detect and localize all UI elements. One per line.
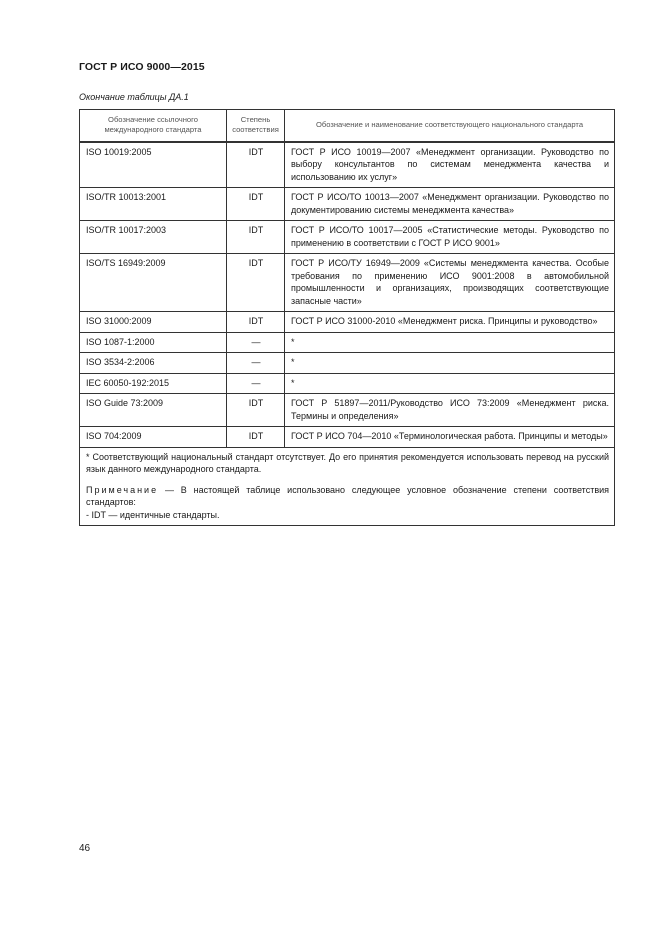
cell-national-standard: *: [285, 353, 615, 374]
cell-degree: —: [227, 353, 285, 374]
column-header-reference: Обозначение ссылочного международного стандарта: [80, 110, 227, 142]
table-footer-row: [80, 447, 615, 526]
cell-reference-standard: ISO 704:2009: [80, 427, 227, 448]
cell-degree: IDT: [227, 427, 285, 448]
table-row: [80, 312, 615, 333]
cell-degree: IDT: [227, 394, 285, 427]
column-header-degree: Степень соответствия: [227, 110, 285, 142]
footnote: * Соответствующий национальный стандарт отсутствует. До его принятия рекомендуется использовать перевод на русский язык данного международного стандарта.: [86, 451, 609, 474]
document-code: ГОСТ Р ИСО 9000—2015: [79, 61, 205, 73]
cell-national-standard: ГОСТ Р ИСО/ТУ 16949—2009 «Системы менеджмента качества. Особые требования по применению ИСО 9001:2008 в автомобильной промышленности и организациях, производящих соответствующие запасные части»: [285, 254, 615, 312]
cell-reference-standard: ISO 3534-2:2006: [80, 353, 227, 374]
table-row: [80, 254, 615, 312]
table-header-row: [80, 110, 615, 142]
cell-reference-standard: ISO/TR 10013:2001: [80, 188, 227, 221]
cell-degree: —: [227, 332, 285, 353]
note-item: - IDT — идентичные стандарты.: [86, 509, 220, 520]
table-row: [80, 427, 615, 448]
page-number: 46: [79, 843, 91, 854]
cell-degree: IDT: [227, 254, 285, 312]
table-footer: [80, 447, 615, 526]
cell-degree: IDT: [227, 312, 285, 333]
table-caption: Окончание таблицы ДА.1: [79, 92, 189, 102]
table-row: [80, 332, 615, 353]
cell-reference-standard: ISO 1087-1:2000: [80, 332, 227, 353]
table-row: [80, 188, 615, 221]
cell-national-standard: ГОСТ Р ИСО 10019—2007 «Менеджмент организации. Руководство по выбору консультантов по системам менеджмента качества и использованию их услуг»: [285, 142, 615, 188]
cell-degree: —: [227, 373, 285, 394]
cell-national-standard: ГОСТ Р ИСО 31000-2010 «Менеджмент риска. Принципы и руководство»: [285, 312, 615, 333]
cell-national-standard: ГОСТ Р ИСО/ТО 10013—2007 «Менеджмент организации. Руководство по документированию системы менеджмента качества»: [285, 188, 615, 221]
table-body: [80, 142, 615, 448]
cell-reference-standard: IEC 60050-192:2015: [80, 373, 227, 394]
table-row: [80, 353, 615, 374]
standards-table: [79, 109, 615, 526]
cell-reference-standard: ISO 10019:2005: [80, 142, 227, 188]
column-header-national: Обозначение и наименование соответствующего национального стандарта: [285, 110, 615, 142]
cell-reference-standard: ISO/TS 16949:2009: [80, 254, 227, 312]
cell-national-standard: *: [285, 373, 615, 394]
table-row: [80, 394, 615, 427]
note-text: — В настоящей таблице использовано следующее условное обозначение степени соответствия стандартов:: [86, 484, 609, 507]
cell-national-standard: ГОСТ Р 51897—2011/Руководство ИСО 73:2009 «Менеджмент риска. Термины и определения»: [285, 394, 615, 427]
cell-reference-standard: ISO Guide 73:2009: [80, 394, 227, 427]
cell-national-standard: *: [285, 332, 615, 353]
cell-degree: IDT: [227, 188, 285, 221]
note: [86, 484, 609, 509]
note-label: Примечание: [86, 484, 159, 495]
cell-reference-standard: ISO/TR 10017:2003: [80, 221, 227, 254]
table-row: [80, 142, 615, 188]
cell-national-standard: ГОСТ Р ИСО 704—2010 «Терминологическая работа. Принципы и методы»: [285, 427, 615, 448]
cell-degree: IDT: [227, 142, 285, 188]
table-row: [80, 221, 615, 254]
cell-reference-standard: ISO 31000:2009: [80, 312, 227, 333]
table-row: [80, 373, 615, 394]
cell-degree: IDT: [227, 221, 285, 254]
cell-national-standard: ГОСТ Р ИСО/ТО 10017—2005 «Статистические методы. Руководство по применению в соответствии с ГОСТ Р ИСО 9001»: [285, 221, 615, 254]
